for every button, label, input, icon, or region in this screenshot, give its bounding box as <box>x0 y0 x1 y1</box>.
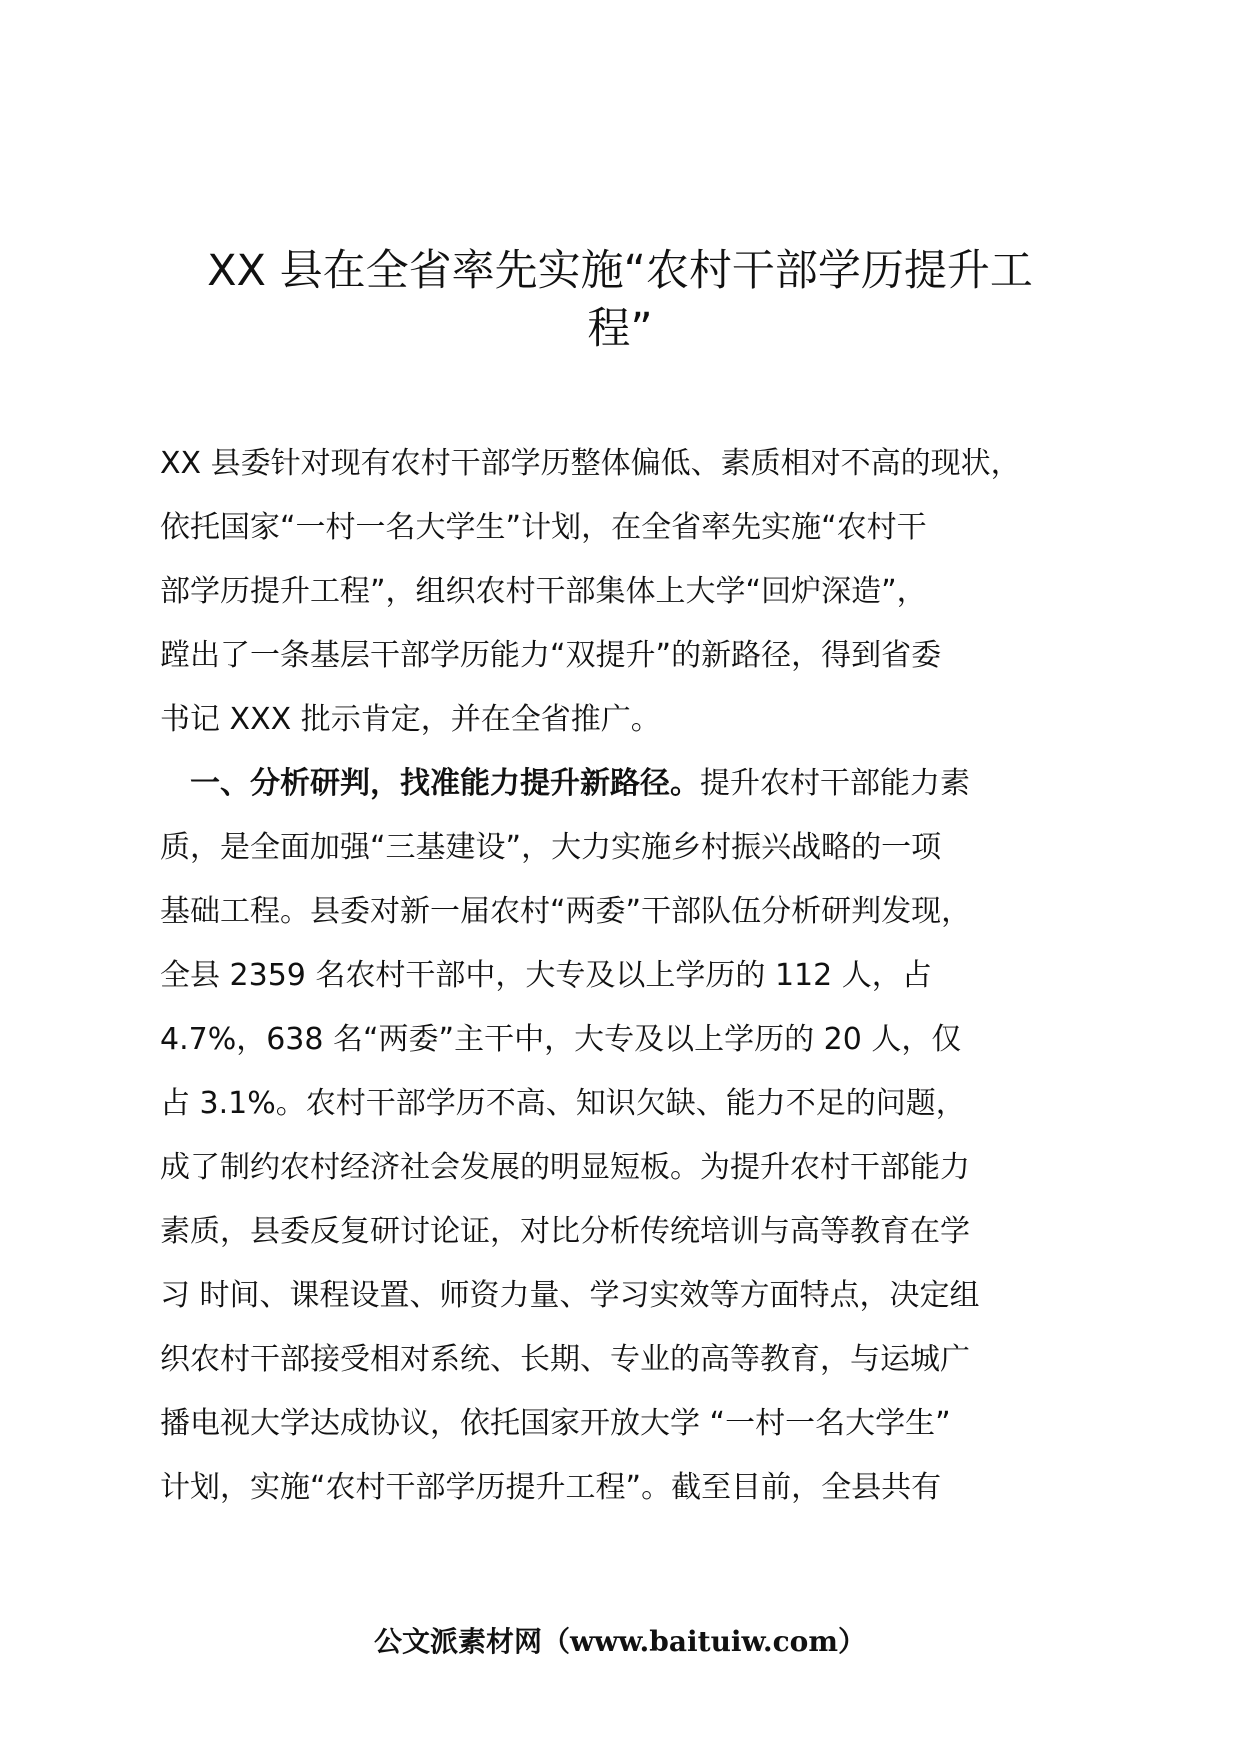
body-line: 基础工程。县委对新一届农村“两委”干部队伍分析研判发现， <box>160 894 972 929</box>
document-title <box>160 242 1080 358</box>
section-1-first-line <box>160 752 1080 816</box>
body-line: 书记 XXX 批示肯定，并在全省推广。 <box>160 702 661 737</box>
body-line: 全县 2359 名农村干部中，大专及以上学历的 112 人，占 <box>160 958 932 993</box>
body-line: XX 县委针对现有农村干部学历整体偏低、素质相对不高的现状， <box>160 446 1021 481</box>
body-line-fragment: 提升农村干部能力素 <box>700 766 970 801</box>
document-body <box>160 432 1080 1520</box>
body-line: 播电视大学达成协议，依托国家开放大学 “一村一名大学生” <box>160 1406 951 1441</box>
body-line: 计划，实施“农村干部学历提升工程”。截至目前，全县共有 <box>160 1470 942 1505</box>
section-1-heading: 一、分析研判，找准能力提升新路径。 <box>190 766 700 801</box>
footer-watermark: 公文派素材网（www.baituiw.com） <box>374 1625 866 1658</box>
body-line: 蹚出了一条基层干部学历能力“双提升”的新路径，得到省委 <box>160 638 942 673</box>
title-line-2: 程” <box>587 304 653 354</box>
body-line: 习 时间、课程设置、师资力量、学习实效等方面特点，决定组 <box>160 1278 980 1313</box>
body-line: 织农村干部接受相对系统、长期、专业的高等教育，与运城广 <box>160 1342 970 1377</box>
body-line: 占 3.1%。农村干部学历不高、知识欠缺、能力不足的问题， <box>160 1086 966 1121</box>
body-line: 质，是全面加强“三基建设”，大力实施乡村振兴战略的一项 <box>160 830 942 865</box>
title-line-1: XX 县在全省率先实施“农村干部学历提升工 <box>207 246 1033 296</box>
body-line: 部学历提升工程”，组织农村干部集体上大学“回炉深造”， <box>160 574 927 609</box>
body-line: 成了制约农村经济社会发展的明显短板。为提升农村干部能力 <box>160 1150 970 1185</box>
body-line: 4.7%，638 名“两委”主干中，大专及以上学历的 20 人，仅 <box>160 1022 962 1057</box>
body-line: 依托国家“一村一名大学生”计划，在全省率先实施“农村干 <box>160 510 927 545</box>
body-line: 素质，县委反复研讨论证，对比分析传统培训与高等教育在学 <box>160 1214 970 1249</box>
